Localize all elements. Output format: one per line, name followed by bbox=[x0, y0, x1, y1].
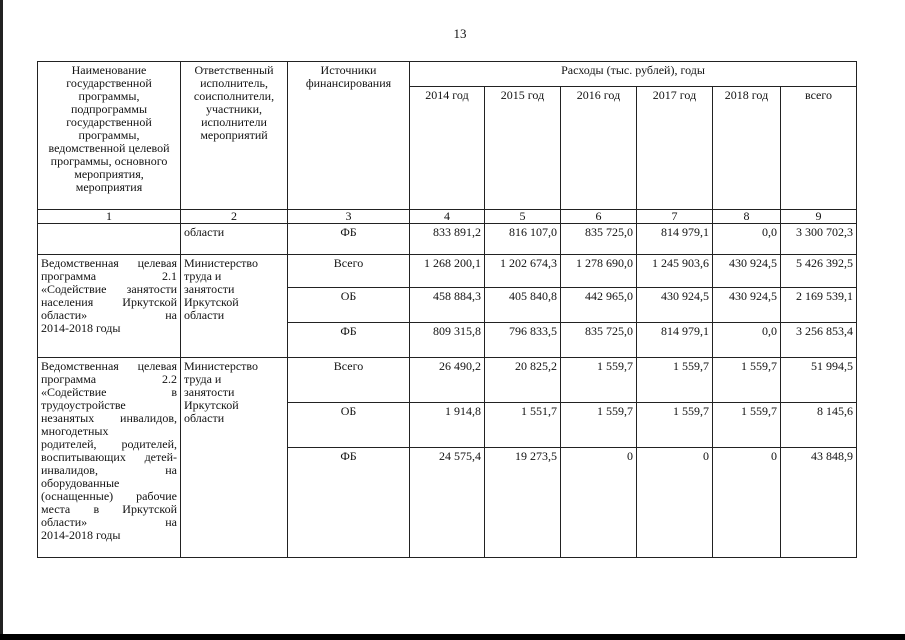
value-cell: 24 575,4 bbox=[410, 448, 485, 558]
program-name-line: (оснащенные) рабочие bbox=[41, 489, 177, 503]
page-number: 13 bbox=[453, 26, 467, 41]
program-name-line: Ведомственная целевая bbox=[41, 359, 177, 373]
total-cell: 3 256 853,4 bbox=[781, 323, 857, 358]
responsible-line: занятости bbox=[184, 282, 235, 296]
header-year-2018: 2018 год bbox=[713, 87, 781, 210]
source-cell: Всего bbox=[288, 358, 410, 403]
program-name-line: незанятых инвалидов, bbox=[41, 411, 177, 425]
value-cell: 1 245 903,6 bbox=[637, 255, 713, 288]
header-name-line: Наименование bbox=[71, 63, 147, 77]
program-name-line: инвалидов, на bbox=[41, 463, 177, 477]
header-responsible-line: соисполнители, bbox=[193, 89, 275, 103]
value-cell: 833 891,2 bbox=[410, 224, 485, 255]
program-2-1-name bbox=[38, 255, 181, 358]
column-number-row bbox=[38, 210, 857, 224]
value-cell: 1 202 674,3 bbox=[485, 255, 561, 288]
program-name-line: многодетных bbox=[41, 424, 109, 438]
header-responsible bbox=[181, 62, 288, 210]
header-name-line: программы, bbox=[78, 128, 140, 142]
column-number: 2 bbox=[181, 210, 288, 224]
program-2-1-responsible bbox=[181, 255, 288, 358]
header-name-line: государственной bbox=[66, 76, 152, 90]
responsible-line: труда и bbox=[184, 372, 222, 386]
column-number: 5 bbox=[485, 210, 561, 224]
value-cell: 458 884,3 bbox=[410, 288, 485, 323]
responsible-cell: области bbox=[181, 224, 288, 255]
value-cell: 1 559,7 bbox=[561, 358, 637, 403]
value-cell: 816 107,0 bbox=[485, 224, 561, 255]
total-cell: 2 169 539,1 bbox=[781, 288, 857, 323]
responsible-line: Иркутской bbox=[184, 398, 239, 412]
column-number: 3 bbox=[288, 210, 410, 224]
value-cell: 405 840,8 bbox=[485, 288, 561, 323]
value-cell: 1 559,7 bbox=[637, 403, 713, 448]
responsible-line: Иркутской bbox=[184, 295, 239, 309]
program-2-2-name bbox=[38, 358, 181, 558]
source-cell: ФБ bbox=[288, 224, 410, 255]
value-cell: 1 914,8 bbox=[410, 403, 485, 448]
responsible-line: Министерство bbox=[184, 256, 258, 270]
header-name-line: мероприятия bbox=[75, 180, 143, 194]
header-responsible-line: исполнители bbox=[201, 115, 267, 129]
value-cell: 0,0 bbox=[713, 323, 781, 358]
value-cell: 0 bbox=[637, 448, 713, 558]
value-cell: 0 bbox=[561, 448, 637, 558]
program-name-line: «Содействие в bbox=[41, 385, 177, 399]
source-cell: Всего bbox=[288, 255, 410, 288]
value-cell: 809 315,8 bbox=[410, 323, 485, 358]
header-name-line: ведомственной целевой bbox=[48, 141, 170, 155]
value-cell: 0,0 bbox=[713, 224, 781, 255]
program-name-line: «Содействие занятости bbox=[41, 282, 177, 296]
program-name-line: места в Иркутской bbox=[41, 502, 177, 516]
header-year-2017: 2017 год bbox=[637, 87, 713, 210]
header-name bbox=[38, 62, 181, 210]
header-name-line: государственной bbox=[66, 115, 152, 129]
column-number: 6 bbox=[561, 210, 637, 224]
program-name-line: области» на bbox=[41, 308, 177, 322]
budget-table bbox=[37, 61, 857, 558]
header-source-line: финансирования bbox=[305, 76, 392, 90]
header-row-top bbox=[38, 62, 857, 87]
responsible-line: области bbox=[184, 411, 225, 425]
column-number: 7 bbox=[637, 210, 713, 224]
value-cell: 796 833,5 bbox=[485, 323, 561, 358]
value-cell: 814 979,1 bbox=[637, 224, 713, 255]
value-cell: 814 979,1 bbox=[637, 323, 713, 358]
total-cell: 3 300 702,3 bbox=[781, 224, 857, 255]
responsible-line: труда и bbox=[184, 269, 222, 283]
source-cell: ФБ bbox=[288, 448, 410, 558]
column-number: 4 bbox=[410, 210, 485, 224]
total-cell: 8 145,6 bbox=[781, 403, 857, 448]
responsible-line: Министерство bbox=[184, 359, 258, 373]
header-source-line: Источники bbox=[320, 63, 377, 77]
responsible-line: области bbox=[184, 308, 225, 322]
total-cell: 5 426 392,5 bbox=[781, 255, 857, 288]
program-name-line: трудоустройстве bbox=[41, 398, 126, 412]
value-cell: 430 924,5 bbox=[713, 255, 781, 288]
table-row-continuation bbox=[38, 224, 857, 255]
program-2-2-responsible bbox=[181, 358, 288, 558]
header-source bbox=[288, 62, 410, 210]
header-name-line: подпрограммы bbox=[70, 102, 148, 116]
program-name-line: области» на bbox=[41, 515, 177, 529]
header-name-line: программы, bbox=[78, 89, 140, 103]
program-name-line: родителей, родителей, bbox=[41, 437, 177, 451]
name-cell-empty bbox=[38, 224, 181, 255]
value-cell: 1 559,7 bbox=[561, 403, 637, 448]
header-year-total: всего bbox=[781, 87, 857, 210]
total-cell: 51 994,5 bbox=[781, 358, 857, 403]
value-cell: 1 559,7 bbox=[713, 403, 781, 448]
value-cell: 19 273,5 bbox=[485, 448, 561, 558]
column-number: 1 bbox=[38, 210, 181, 224]
value-cell: 1 268 200,1 bbox=[410, 255, 485, 288]
scan-edge-left bbox=[0, 0, 3, 640]
program-name-line: программа 2.2 bbox=[41, 372, 177, 386]
program-name-line: воспитывающих детей- bbox=[41, 450, 177, 464]
program-name-line: населения Иркутской bbox=[41, 295, 177, 309]
value-cell: 26 490,2 bbox=[410, 358, 485, 403]
value-cell: 0 bbox=[713, 448, 781, 558]
header-year-2014: 2014 год bbox=[410, 87, 485, 210]
scan-edge-bottom bbox=[0, 634, 905, 640]
program-name-line: 2014-2018 годы bbox=[41, 528, 121, 542]
value-cell: 20 825,2 bbox=[485, 358, 561, 403]
header-responsible-line: исполнитель, bbox=[200, 76, 268, 90]
header-name-line: программы, основного bbox=[50, 154, 168, 168]
source-cell: ФБ bbox=[288, 323, 410, 358]
source-cell: ОБ bbox=[288, 288, 410, 323]
header-name-line: мероприятия, bbox=[74, 167, 144, 181]
value-cell: 1 559,7 bbox=[637, 358, 713, 403]
program-name-line: оборудованные bbox=[41, 476, 120, 490]
header-responsible-line: Ответственный bbox=[194, 63, 274, 77]
value-cell: 430 924,5 bbox=[713, 288, 781, 323]
program-name-line: 2014-2018 годы bbox=[41, 321, 121, 335]
value-cell: 835 725,0 bbox=[561, 224, 637, 255]
value-cell: 1 559,7 bbox=[713, 358, 781, 403]
table-row-program-2-2 bbox=[38, 358, 857, 403]
value-cell: 430 924,5 bbox=[637, 288, 713, 323]
header-year-2016: 2016 год bbox=[561, 87, 637, 210]
header-responsible-line: мероприятий bbox=[200, 128, 268, 142]
program-name-line: программа 2.1 bbox=[41, 269, 177, 283]
header-year-2015: 2015 год bbox=[485, 87, 561, 210]
program-name-line: Ведомственная целевая bbox=[41, 256, 177, 270]
value-cell: 1 278 690,0 bbox=[561, 255, 637, 288]
column-number: 9 bbox=[781, 210, 857, 224]
value-cell: 1 551,7 bbox=[485, 403, 561, 448]
value-cell: 442 965,0 bbox=[561, 288, 637, 323]
source-cell: ОБ bbox=[288, 403, 410, 448]
responsible-line: занятости bbox=[184, 385, 235, 399]
header-expenses: Расходы (тыс. рублей), годы bbox=[410, 62, 857, 87]
value-cell: 835 725,0 bbox=[561, 323, 637, 358]
header-responsible-line: участники, bbox=[205, 102, 263, 116]
column-number: 8 bbox=[713, 210, 781, 224]
table-row-program-2-1 bbox=[38, 255, 857, 288]
total-cell: 43 848,9 bbox=[781, 448, 857, 558]
